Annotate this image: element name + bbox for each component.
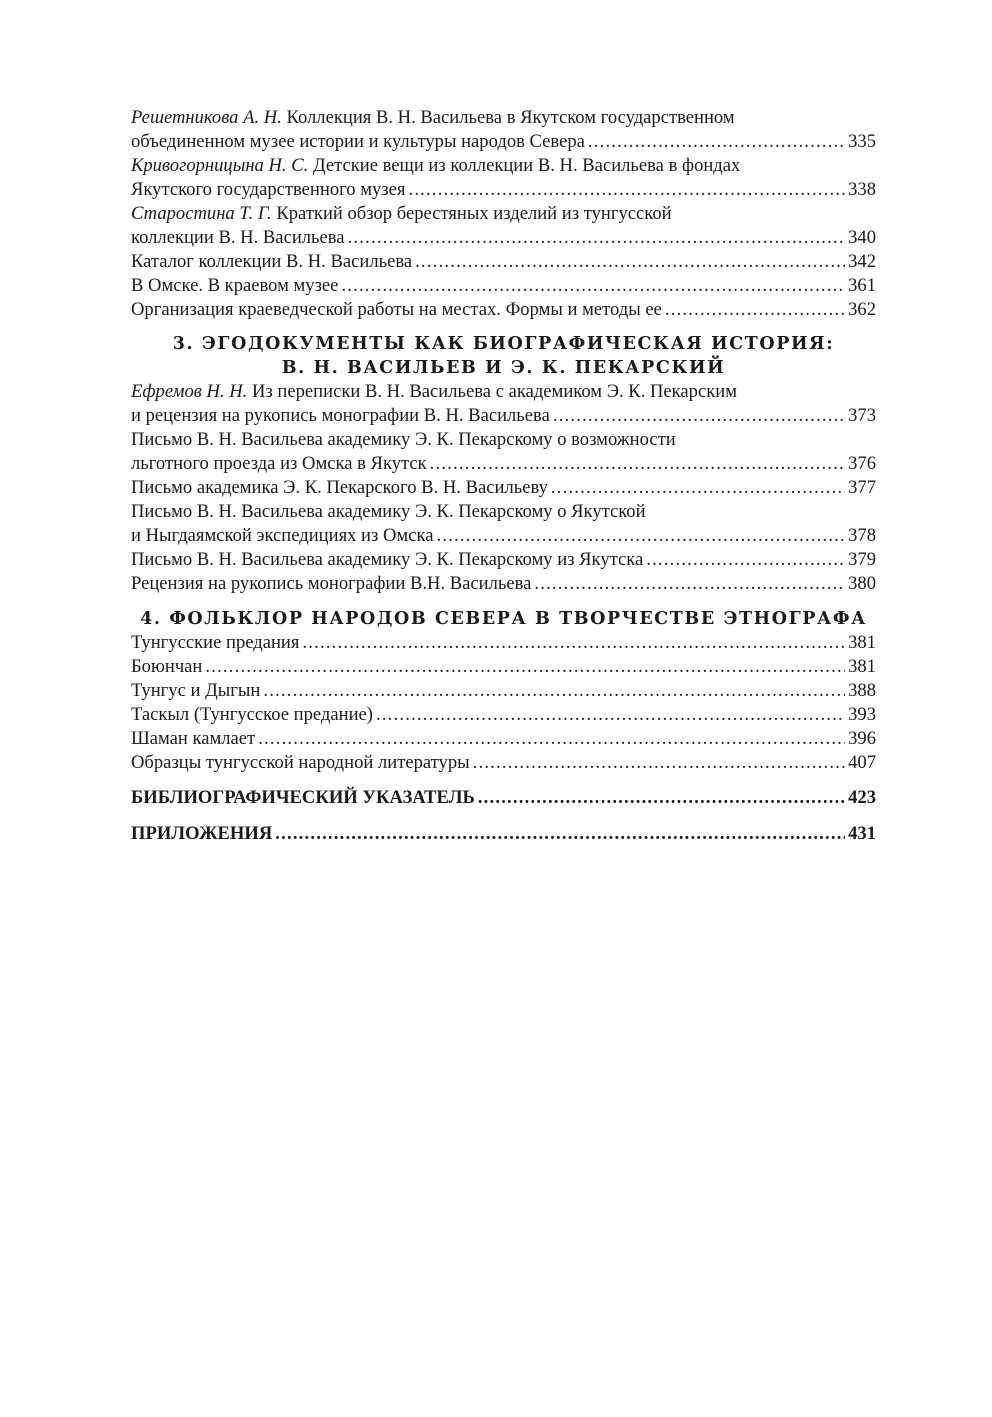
toc-entry-line — [131, 380, 876, 404]
entry-title-line2: и Ныгдаямской экспедициях из Омска — [131, 525, 434, 546]
entry-page-number: 340 — [848, 227, 876, 248]
entry-page-number: 378 — [848, 525, 876, 546]
entry-title: Шаман камлает — [131, 728, 256, 749]
entry-title: Письмо академика Э. К. Пекарского В. Н. Васильеву — [131, 477, 548, 498]
toc-entry-folklore[interactable] — [131, 703, 876, 727]
entry-title: ПРИЛОЖЕНИЯ — [131, 823, 273, 844]
entry-page-number: 388 — [848, 680, 876, 701]
dot-leader — [436, 524, 845, 548]
entry-title-line2: и рецензия на рукопись монографии В. Н. Васильева — [131, 405, 550, 426]
toc-entry-line — [131, 428, 876, 452]
entry-page-number: 381 — [848, 656, 876, 677]
toc-entry-letter-yakutsk[interactable] — [131, 548, 876, 572]
entry-page-number: 361 — [848, 275, 876, 296]
dot-leader — [473, 751, 845, 775]
entry-title: Образцы тунгусской народной литературы — [131, 752, 470, 773]
entry-title: В Омске. В краевом музее — [131, 275, 339, 296]
toc-entry-folklore[interactable] — [131, 727, 876, 751]
entry-title: Таскыл (Тунгусское предание) — [131, 704, 373, 725]
toc-entry-krivogornitsyna[interactable] — [131, 154, 876, 202]
entry-title: Тунгус и Дыгын — [131, 680, 261, 701]
entry-title-line2: объединенном музее истории и культуры народов Севера — [131, 131, 585, 152]
toc-entry-line — [131, 524, 876, 548]
entry-title: Рецензия на рукопись монографии В.Н. Васильева — [131, 573, 532, 594]
entry-title-line1: Письмо В. Н. Васильева академику Э. К. Пекарскому о Якутской — [131, 501, 646, 522]
toc-entry-bibliography[interactable] — [131, 786, 876, 810]
entry-page-number: 407 — [848, 752, 876, 773]
toc-entry-letter-travel[interactable] — [131, 428, 876, 476]
entry-page-number: 380 — [848, 573, 876, 594]
entry-page-number: 377 — [848, 477, 876, 498]
dot-leader — [534, 572, 845, 596]
entry-author: Ефремов Н. Н. — [131, 381, 248, 402]
entry-page-number: 379 — [848, 549, 876, 570]
dot-leader — [478, 786, 845, 810]
entry-title: Каталог коллекции В. Н. Васильева — [131, 251, 413, 272]
table-of-contents — [131, 106, 876, 846]
entry-title-line1: Коллекция В. Н. Васильева в Якутском государственном — [286, 107, 735, 128]
toc-entry-line — [131, 154, 876, 178]
entry-page-number: 342 — [848, 251, 876, 272]
dot-leader — [551, 476, 845, 500]
dot-leader — [665, 298, 845, 322]
toc-entry-line — [131, 106, 876, 130]
toc-entry-folklore[interactable] — [131, 751, 876, 775]
entry-title-line2: Якутского государственного музея — [131, 179, 406, 200]
entry-page-number: 423 — [848, 787, 876, 808]
entry-title-line2: льготного проезда из Омска в Якутск — [131, 453, 427, 474]
toc-entry-appendices[interactable] — [131, 822, 876, 846]
entry-page-number: 376 — [848, 453, 876, 474]
dot-leader — [341, 274, 845, 298]
entry-page-number: 393 — [848, 704, 876, 725]
section-heading-line2: В. Н. ВАСИЛЬЕВ И Э. К. ПЕКАРСКИЙ — [281, 358, 726, 378]
dot-leader — [646, 548, 845, 572]
entry-title: БИБЛИОГРАФИЧЕСКИЙ УКАЗАТЕЛЬ — [131, 787, 475, 808]
entry-title-line1: Из переписки В. Н. Васильева с академиком Э. К. Пекарским — [252, 381, 737, 402]
entry-page-number: 431 — [848, 823, 876, 844]
entry-page-number: 335 — [848, 131, 876, 152]
toc-entry-review[interactable] — [131, 572, 876, 596]
dot-leader — [258, 727, 845, 751]
dot-leader — [205, 655, 845, 679]
entry-author: Кривогорницына Н. С. — [131, 155, 309, 176]
entry-title: Организация краеведческой работы на местах. Формы и методы ее — [131, 299, 662, 320]
entry-title: Боюнчан — [131, 656, 203, 677]
toc-entry-line — [131, 178, 876, 202]
dot-leader — [263, 679, 845, 703]
entry-author: Старостина Т. Г. — [131, 203, 272, 224]
entry-page-number: 362 — [848, 299, 876, 320]
entry-title: Тунгусские предания — [131, 632, 300, 653]
toc-entry-line — [131, 404, 876, 428]
dot-leader — [275, 822, 845, 846]
toc-entry-catalog[interactable] — [131, 250, 876, 274]
entry-page-number: 396 — [848, 728, 876, 749]
dot-leader — [408, 178, 845, 202]
dot-leader — [376, 703, 845, 727]
toc-entry-local-history-work[interactable] — [131, 298, 876, 322]
entry-title: Письмо В. Н. Васильева академику Э. К. Пекарскому из Якутска — [131, 549, 644, 570]
section-heading-line1: 3. ЭГОДОКУМЕНТЫ КАК БИОГРАФИЧЕСКАЯ ИСТОРИЯ: — [172, 334, 835, 354]
toc-entry-line — [131, 452, 876, 476]
toc-entry-letter-pekarsky[interactable] — [131, 476, 876, 500]
entry-title-line1: Детские вещи из коллекции В. Н. Васильева в фондах — [312, 155, 741, 176]
entry-title-line1: Письмо В. Н. Васильева академику Э. К. Пекарскому о возможности — [131, 429, 676, 450]
toc-entry-letter-expeditions[interactable] — [131, 500, 876, 548]
dot-leader — [415, 250, 845, 274]
toc-entry-line — [131, 226, 876, 250]
dot-leader — [348, 226, 846, 250]
entry-title-line1: Краткий обзор берестяных изделий из тунгусской — [276, 203, 672, 224]
toc-entry-line — [131, 202, 876, 226]
entry-page-number: 338 — [848, 179, 876, 200]
dot-leader — [553, 404, 845, 428]
section-heading-4: 4. ФОЛЬКЛОР НАРОДОВ СЕВЕРА В ТВОРЧЕСТВЕ ЭТНОГРАФА — [140, 609, 867, 629]
toc-entry-line — [131, 130, 876, 154]
toc-entry-folklore[interactable] — [131, 631, 876, 655]
entry-author: Решетникова А. Н. — [131, 107, 282, 128]
dot-leader — [302, 631, 845, 655]
toc-entry-folklore[interactable] — [131, 655, 876, 679]
toc-entry-starostina[interactable] — [131, 202, 876, 250]
toc-entry-omsk-museum[interactable] — [131, 274, 876, 298]
entry-page-number: 373 — [848, 405, 876, 426]
toc-entry-reshetnikova[interactable] — [131, 106, 876, 154]
toc-entry-folklore[interactable] — [131, 679, 876, 703]
toc-entry-efremov[interactable] — [131, 380, 876, 428]
dot-leader — [430, 452, 845, 476]
entry-title-line2: коллекции В. Н. Васильева — [131, 227, 345, 248]
section-heading-3 — [131, 332, 876, 380]
entry-page-number: 381 — [848, 632, 876, 653]
toc-entry-line — [131, 500, 876, 524]
dot-leader — [588, 130, 845, 154]
